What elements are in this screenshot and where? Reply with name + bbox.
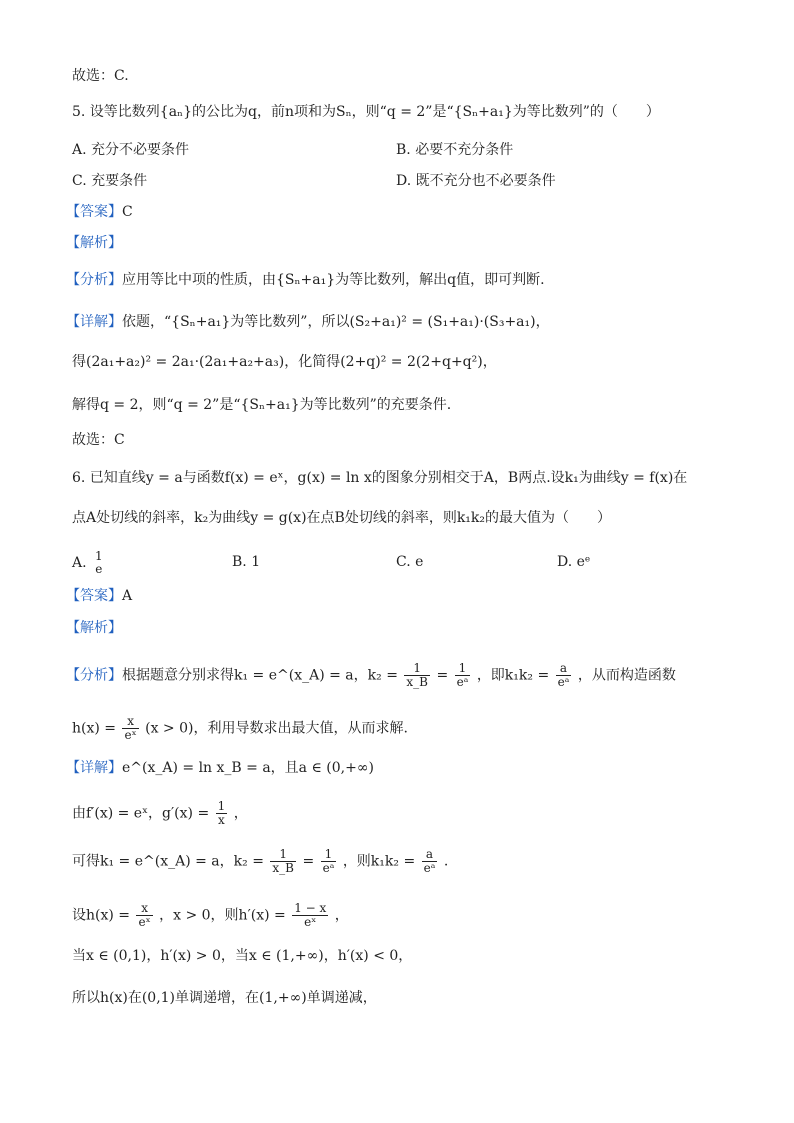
q6-stem-line1: 6. 已知直线y = a与函数f(x) = eˣ，g(x) = ln x的图象分别相交于A，B两点.设k₁为曲线y = f(x)在: [72, 470, 688, 486]
option-a-fraction: 1 e: [95, 549, 103, 576]
q6-k1k2: 可得k₁ = e^(x_A) = a，k₂ = $\frac{1}{x\_B}$ = $\frac{1}{\text{eᵃ}}$ ，则k₁k₂ = $\frac{a}{\text{eᵃ}}$ .: [72, 847, 449, 875]
q6-option-c: C. e: [396, 554, 424, 570]
q6-option-d: D. eᵉ: [557, 554, 591, 570]
fraction: $\frac{a}{\text{eᵃ}}$: [557, 661, 570, 689]
answer-value: C: [122, 204, 133, 220]
q5-answer: [66, 202, 133, 222]
q5-xiangjie-line2: 得(2a₁+a₂)² = 2a₁·(2a₁+a₂+a₃)，化简得(2+q)² = 2(2+q+q²)，: [72, 354, 497, 370]
q5-option-d: D. 既不充分也不必要条件: [396, 173, 556, 189]
q6-stem-line2: 点A处切线的斜率，k₂为曲线y = g(x)在点B处切线的斜率，则k₁k₂的最大值为（ ）: [72, 510, 612, 526]
prev-conclusion: 故选：C.: [72, 68, 129, 84]
q6-option-a: [72, 550, 107, 576]
fraction: $\frac{1}{x}$: [217, 799, 226, 827]
q5-conclusion: 故选：C: [72, 432, 125, 448]
fraction: $\frac{x}{\text{eˣ}}$: [138, 901, 151, 929]
q6-derivatives: 由f′(x) = eˣ，g′(x) = $\frac{1}{x}$ ，: [72, 799, 248, 827]
fraction: $\frac{1}{\text{eᵃ}}$: [456, 661, 469, 689]
fraction: $\frac{1 - x}{\text{eˣ}}$: [294, 901, 327, 929]
q6-xiangjie-line1: 【详解】e^(x_A) = ln x_B = a，且a ∈ (0,+∞): [66, 760, 374, 776]
answer-tag: 【答案】: [66, 204, 122, 220]
q6-monotonic-sign: 当x ∈ (0,1)，h′(x) > 0，当x ∈ (1,+∞)，h′(x) < 0，: [72, 948, 413, 964]
q5-xiangjie-line1: [66, 312, 550, 332]
q5-fenxi: [66, 270, 545, 290]
fraction: $\frac{x}{\text{eˣ}}$: [124, 714, 137, 742]
q5-option-c: C. 充要条件: [72, 173, 148, 189]
q5-option-b: B. 必要不充分条件: [396, 142, 514, 158]
fenxi-text: 应用等比中项的性质，由{Sₙ+a₁}为等比数列，解出q值，即可判断.: [122, 272, 545, 288]
q6-answer: [66, 586, 132, 606]
answer-value: A: [122, 588, 133, 604]
analysis-tag: 【解析】: [66, 620, 122, 636]
xiangjie-tag: 【详解】: [66, 760, 122, 776]
xiangjie-text: 依题，“{Sₙ+a₁}为等比数列”，所以(S₂+a₁)² = (S₁+a₁)·(S₃+a₁)，: [122, 314, 550, 330]
fenxi-tag: 【分析】: [66, 667, 122, 684]
q6-monotonic-conclusion: 所以h(x)在(0,1)单调递增，在(1,+∞)单调递减，: [72, 990, 377, 1006]
fraction: $\frac{1}{x\_B}$: [272, 847, 294, 875]
fenxi-tag: 【分析】: [66, 272, 122, 288]
fraction: $\frac{1}{\text{eᵃ}}$: [322, 847, 335, 875]
q6-analysis-heading: [66, 618, 122, 638]
analysis-tag: 【解析】: [66, 235, 122, 251]
q6-h-derivative: 设h(x) = $\frac{x}{\text{eˣ}}$ ，x > 0，则h′(x) = $\frac{1 - x}{\text{eˣ}}$ ，: [72, 901, 349, 929]
q5-stem: 5. 设等比数列{aₙ}的公比为q，前n项和为Sₙ，则“q = 2”是“{Sₙ+a₁}为等比数列”的（ ）: [72, 104, 660, 120]
answer-tag: 【答案】: [66, 588, 122, 604]
q5-xiangjie-line3: 解得q = 2，则“q = 2”是“{Sₙ+a₁}为等比数列”的充要条件.: [72, 397, 452, 413]
option-a-label: A.: [72, 555, 87, 571]
fraction: $\frac{a}{\text{eᵃ}}$: [423, 847, 436, 875]
q5-option-a: A. 充分不必要条件: [72, 142, 190, 158]
fraction: $\frac{1}{x\_B}$: [406, 661, 428, 689]
q6-option-b: B. 1: [232, 554, 261, 570]
q5-analysis-heading: [66, 233, 122, 253]
q6-fenxi: 【分析】根据题意分别求得k₁ = e^(x_A) = a，k₂ = $\frac{1}{x\_B}$ = $\frac{1}{\text{eᵃ}}$ ，即k₁k₂ = $\frac{a}{\text{eᵃ}}$ ，从而构造函数: [66, 661, 676, 689]
xiangjie-tag: 【详解】: [66, 314, 122, 330]
q6-h-definition: h(x) = $\frac{x}{\text{eˣ}}$ (x > 0)，利用导数求出最大值，从而求解.: [72, 714, 408, 742]
